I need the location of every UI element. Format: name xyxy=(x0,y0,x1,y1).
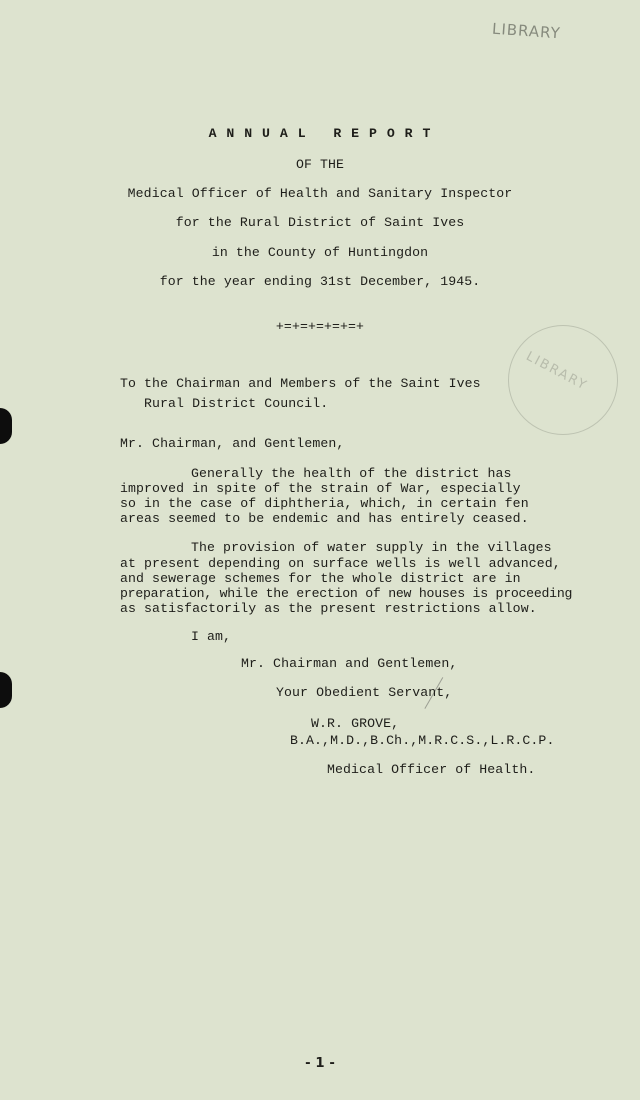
heading-of-the: OF THE xyxy=(295,157,345,172)
seal-text: LIBRARY xyxy=(523,349,591,394)
heading-line-4: for the year ending 31st December, 1945. xyxy=(159,274,481,289)
page-number: - 1 - xyxy=(305,1056,335,1071)
report-title: A N N U A L R E P O R T xyxy=(208,126,432,141)
heading-line-1: Medical Officer of Health and Sanitary Inspector xyxy=(127,186,513,201)
heading-line-3: in the County of Huntingdon xyxy=(211,245,429,260)
signatory-degrees: B.A.,M.D.,B.Ch.,M.R.C.S.,L.R.C.P. xyxy=(290,733,555,748)
para1-line-3: so in the case of diphtheria, which, in certain fen xyxy=(120,496,529,511)
para1-line-2: improved in spite of the strain of War, especially xyxy=(120,481,521,496)
address-line-2: Rural District Council. xyxy=(144,396,329,411)
para1-line-4: areas seemed to be endemic and has entirely ceased. xyxy=(120,511,529,526)
para1-line-1: Generally the health of the district has xyxy=(191,466,512,481)
closing-addressee: Mr. Chairman and Gentlemen, xyxy=(241,656,458,671)
para2-line-4: preparation, while the erection of new houses is proceeding xyxy=(120,586,573,601)
closing-servant: Your Obedient Servant, xyxy=(276,685,453,700)
para2-line-5: as satisfactorily as the present restrictions allow. xyxy=(120,601,537,616)
para2-line-1: The provision of water supply in the villages xyxy=(191,540,552,555)
signatory-position: Medical Officer of Health. xyxy=(327,762,536,777)
closing-i-am: I am, xyxy=(191,629,232,644)
address-line-1: To the Chairman and Members of the Saint Ives xyxy=(120,376,481,391)
para2-line-2: at present depending on surface wells is well advanced, xyxy=(120,556,561,571)
punch-hole-top xyxy=(0,408,12,444)
divider: +=+=+=+=+=+ xyxy=(275,319,365,334)
library-seal xyxy=(508,325,618,435)
heading-line-2: for the Rural District of Saint Ives xyxy=(175,215,465,230)
punch-hole-bottom xyxy=(0,672,12,708)
library-stamp: LIBRARY xyxy=(491,19,562,43)
para2-line-3: and sewerage schemes for the whole district are in xyxy=(120,571,521,586)
salutation: Mr. Chairman, and Gentlemen, xyxy=(120,436,345,451)
signatory-name: W.R. GROVE, xyxy=(311,716,400,731)
